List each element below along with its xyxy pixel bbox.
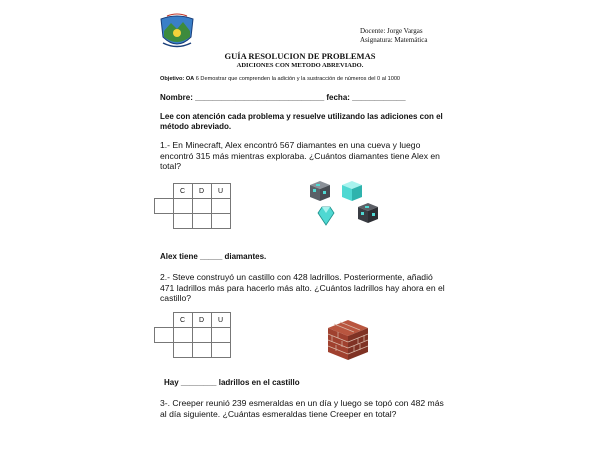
header-d: D: [192, 313, 211, 328]
answer-cell[interactable]: [211, 214, 230, 229]
objective-text: 6 Demostrar que comprenden la adición y la sustracción de números del 0 al 1000: [194, 76, 401, 82]
objective-code: OA: [185, 76, 195, 82]
document-title: [0, 52, 600, 70]
teacher-info: [360, 27, 427, 45]
answer-cell[interactable]: [192, 214, 211, 229]
objective-label: Objetivo:: [160, 76, 185, 82]
cdu-table-2: [154, 312, 231, 358]
answer-cell[interactable]: [173, 328, 192, 343]
deepslate-ore-icon: [358, 203, 378, 223]
brick-block-image: [326, 318, 370, 362]
answer-cell[interactable]: [211, 328, 230, 343]
header-c: C: [173, 313, 192, 328]
problem-1-answer[interactable]: Alex tiene _____ diamantes.: [160, 252, 267, 261]
subject-name: Asignatura: Matemática: [360, 36, 428, 44]
answer-cell[interactable]: [173, 214, 192, 229]
problem-2-text: 2.- Steve construyó un castillo con 428 ladrillos. Posteriormente, añadió 471 ladrillos más para hacerlo más alto. ¿Cuántos ladrillos hay ahora en el castillo?: [160, 272, 445, 303]
objective-line: [160, 76, 400, 82]
header-d: D: [192, 184, 211, 199]
title-sub: ADICIONES CON METODO ABREVIADO.: [236, 62, 364, 69]
answer-cell[interactable]: [192, 343, 211, 358]
cdu-table-1: [154, 183, 231, 229]
diamond-blocks-image: [300, 181, 390, 229]
answer-cell[interactable]: [192, 199, 211, 214]
answer-cell[interactable]: [211, 199, 230, 214]
name-date-field[interactable]: Nombre: _____________________________ fecha: ____________: [160, 93, 406, 102]
diamond-gem-icon: [318, 207, 334, 225]
sign-cell[interactable]: [155, 328, 174, 343]
header-u: U: [211, 313, 230, 328]
school-logo: [157, 13, 197, 51]
problem-1-text: 1.- En Minecraft, Alex encontró 567 diamantes en una cueva y luego encontró 315 más mientras exploraba. ¿Cuántos diamantes tiene Alex en total?: [160, 140, 440, 171]
sign-cell[interactable]: [155, 199, 174, 214]
problem-3-text: 3-. Creeper reunió 239 esmeraldas en un día y luego se topó con 482 más al día siguiente. ¿Cuántas esmeraldas tiene Creeper en total?: [160, 398, 444, 419]
title-main: GUÍA RESOLUCION DE PROBLEMAS: [224, 51, 376, 61]
answer-cell[interactable]: [192, 328, 211, 343]
answer-cell[interactable]: [211, 343, 230, 358]
diamond-ore-icon: [310, 181, 330, 201]
diamond-block-icon: [342, 181, 362, 201]
answer-cell[interactable]: [173, 343, 192, 358]
answer-cell[interactable]: [173, 199, 192, 214]
teacher-name: Docente: Jorge Vargas: [360, 27, 423, 35]
problem-2-answer[interactable]: Hay ________ ladrillos en el castillo: [164, 378, 300, 387]
header-c: C: [173, 184, 192, 199]
instructions: Lee con atención cada problema y resuelve utilizando las adiciones con el método abreviado.: [160, 112, 443, 131]
header-u: U: [211, 184, 230, 199]
